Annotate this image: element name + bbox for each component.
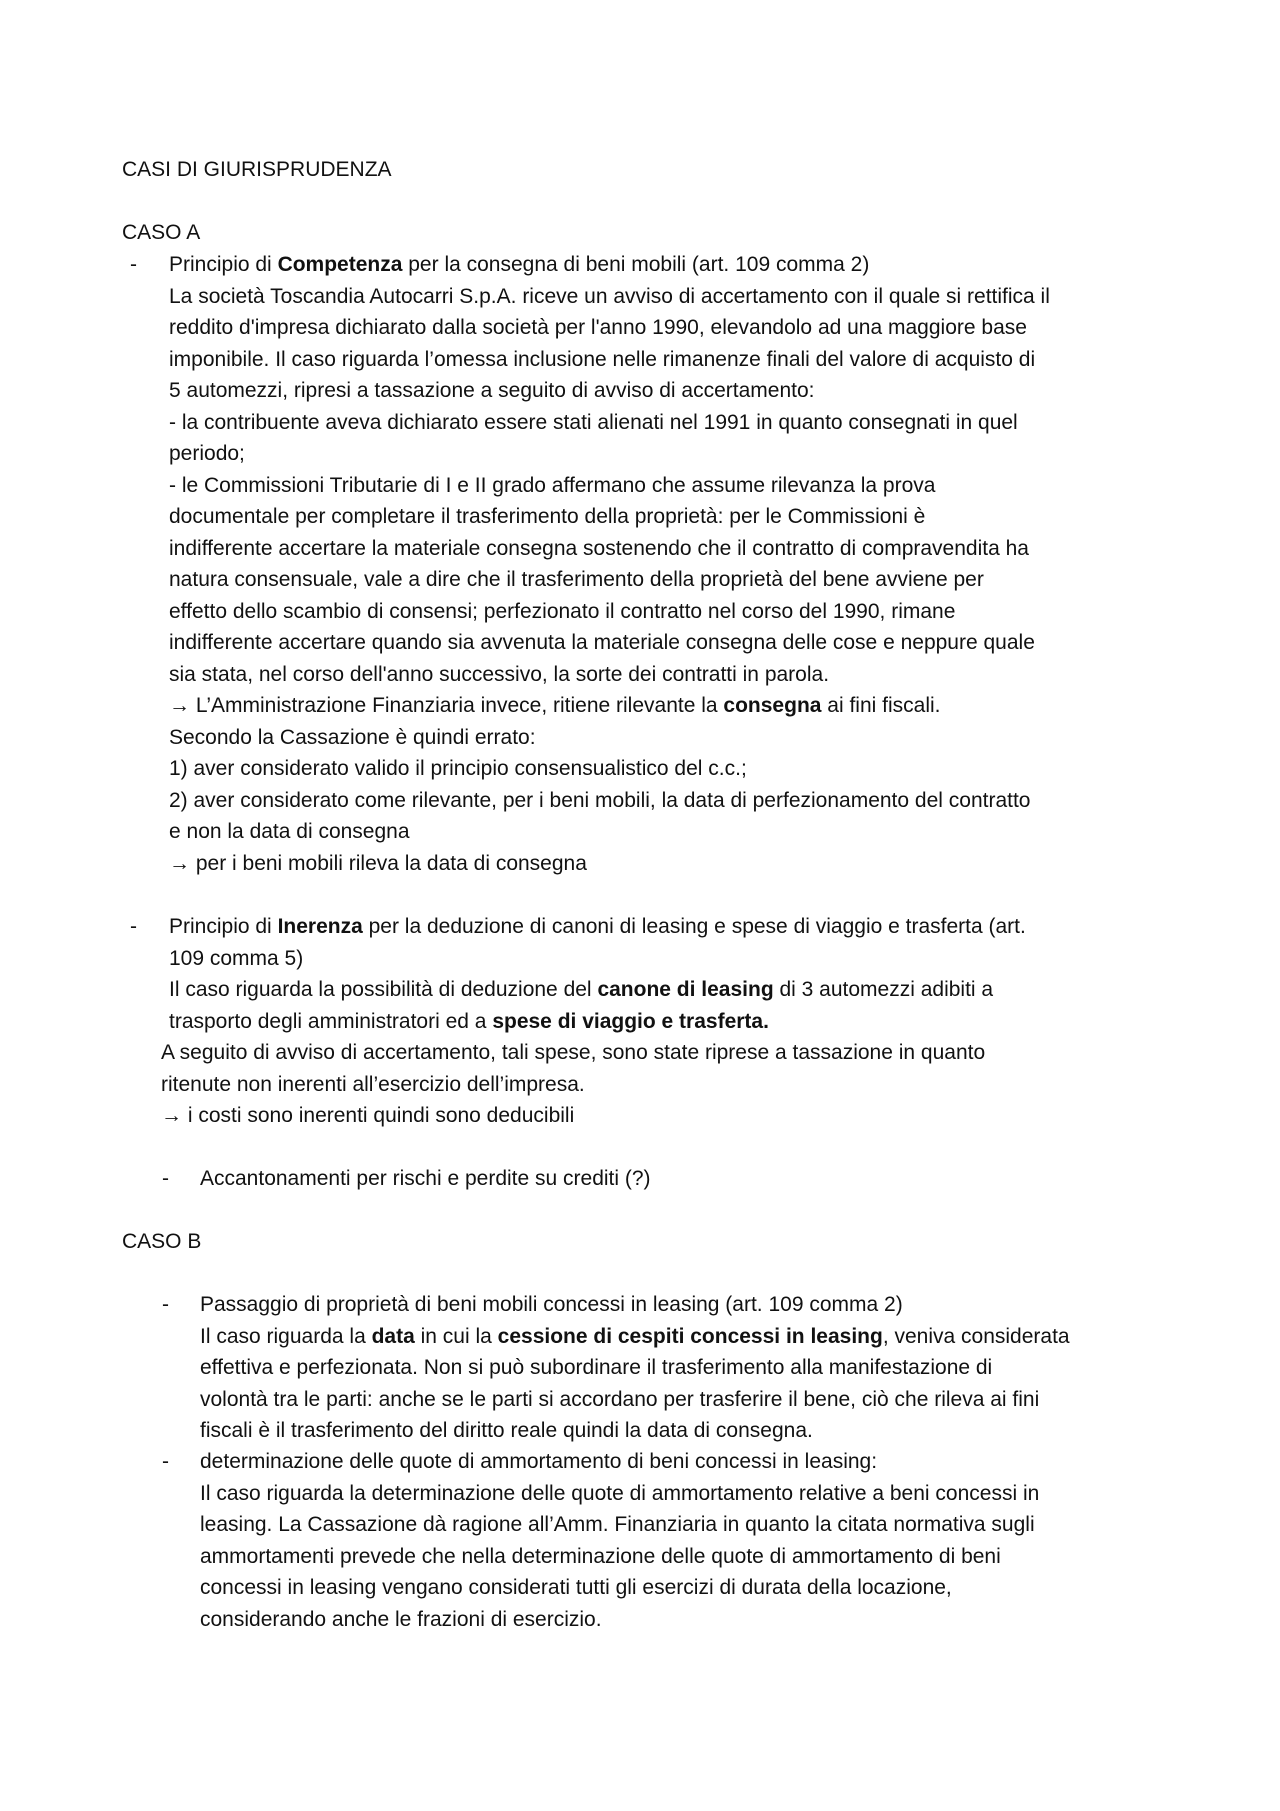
text-line: concessi in leasing vengano considerati tutti gli esercizi di durata della locazione, <box>200 1576 952 1599</box>
text-line: effettiva e perfezionata. Non si può subordinare il trasferimento alla manifestazione di <box>200 1356 993 1379</box>
text-line: Il caso riguarda la possibilità di deduzione del canone di leasing di 3 automezzi adibiti a <box>169 978 994 1001</box>
bullet-dash: - <box>130 253 137 276</box>
text-line: imponibile. Il caso riguarda l’omessa inclusione nelle rimanenze finali del valore di acquisto di <box>169 347 1036 371</box>
text-line: periodo; <box>169 442 245 465</box>
text-line: 2) aver considerato come rilevante, per i beni mobili, la data di perfezionamento del contratto <box>169 788 1031 812</box>
bullet-competenza <box>130 249 1050 879</box>
bullet-accantonamenti <box>162 1163 651 1195</box>
text-line: - le Commissioni Tributarie di I e II grado affermano che assume rilevanza la prova <box>169 473 936 497</box>
bullet-dash: - <box>162 1450 169 1473</box>
text-line: ritenute non inerenti all’esercizio dell’impresa. <box>161 1072 585 1096</box>
text-line: Principio di Competenza per la consegna di beni mobili (art. 109 comma 2) <box>169 253 870 276</box>
section-heading-caso-a: CASO A <box>122 221 201 244</box>
bullet-inerenza <box>130 911 1026 1132</box>
text-line: 5 automezzi, ripresi a tassazione a seguito di avviso di accertamento: <box>169 379 815 402</box>
bullet-dash: - <box>130 915 137 938</box>
text-line: Passaggio di proprietà di beni mobili concessi in leasing (art. 109 comma 2) <box>200 1293 903 1316</box>
bullet-quote-ammortamento <box>162 1446 1039 1635</box>
text-line: volontà tra le parti: anche se le parti si accordano per trasferire il bene, ciò che rileva ai fini <box>200 1387 1040 1411</box>
text-line: → i costi sono inerenti quindi sono deducibili <box>161 1104 575 1127</box>
bullet-dash: - <box>162 1167 169 1190</box>
text-line: Secondo la Cassazione è quindi errato: <box>169 725 536 749</box>
text-line: considerando anche le frazioni di esercizio. <box>200 1607 602 1631</box>
text-line: 1) aver considerato valido il principio consensualistico del c.c.; <box>169 757 747 780</box>
text-line: Accantonamenti per rischi e perdite su crediti (?) <box>200 1167 651 1190</box>
text-line: trasporto degli amministratori ed a spese di viaggio e trasferta. <box>169 1009 769 1033</box>
text-line: ammortamenti prevede che nella determinazione delle quote di ammortamento di beni <box>200 1544 1001 1568</box>
text-line: natura consensuale, vale a dire che il trasferimento della proprietà del bene avviene per <box>169 568 984 591</box>
text-line: e non la data di consegna <box>169 820 410 843</box>
text-line: → L’Amministrazione Finanziaria invece, ritiene rilevante la consegna ai fini fiscali. <box>169 694 941 717</box>
text-line: Il caso riguarda la data in cui la cessione di cespiti concessi in leasing, veniva considerata <box>200 1324 1070 1348</box>
text-line: → per i beni mobili rileva la data di consegna <box>169 851 587 875</box>
text-line: - la contribuente aveva dichiarato essere stati alienati nel 1991 in quanto consegnati in quel <box>169 410 1018 434</box>
bullet-passaggio-proprieta <box>162 1289 1070 1447</box>
text-line: effetto dello scambio di consensi; perfezionato il contratto nel corso del 1990, rimane <box>169 599 956 623</box>
text-line: Principio di Inerenza per la deduzione di canoni di leasing e spese di viaggio e trasferta (art. <box>169 915 1026 938</box>
text-line: indifferente accertare la materiale consegna sostenendo che il contratto di compravendita ha <box>169 536 1029 560</box>
text-line: 109 comma 5) <box>169 946 304 970</box>
text-line: A seguito di avviso di accertamento, tali spese, sono state riprese a tassazione in quanto <box>161 1041 986 1064</box>
text-line: La società Toscandia Autocarri S.p.A. riceve un avviso di accertamento con il quale si rettifica il <box>169 284 1050 308</box>
text-line: Il caso riguarda la determinazione delle quote di ammortamento relative a beni concessi in <box>200 1481 1040 1505</box>
text-line: documentale per completare il trasferimento della proprietà: per le Commissioni è <box>169 505 926 528</box>
bullet-dash: - <box>162 1293 169 1316</box>
page-title: CASI DI GIURISPRUDENZA <box>122 158 392 181</box>
text-line: sia stata, nel corso dell'anno successivo, la sorte dei contratti in parola. <box>169 662 830 686</box>
text-line: determinazione delle quote di ammortamento di beni concessi in leasing: <box>200 1450 878 1473</box>
text-line: fiscali è il trasferimento del diritto reale quindi la data di consegna. <box>200 1419 813 1442</box>
text-line: leasing. La Cassazione dà ragione all’Amm. Finanziaria in quanto la citata normativa sugli <box>200 1513 1035 1536</box>
text-line: indifferente accertare quando sia avvenuta la materiale consegna delle cose e neppure quale <box>169 631 1035 654</box>
text-line: reddito d'impresa dichiarato dalla società per l'anno 1990, elevandolo ad una maggiore base <box>169 316 1027 339</box>
section-heading-caso-b: CASO B <box>122 1230 202 1253</box>
